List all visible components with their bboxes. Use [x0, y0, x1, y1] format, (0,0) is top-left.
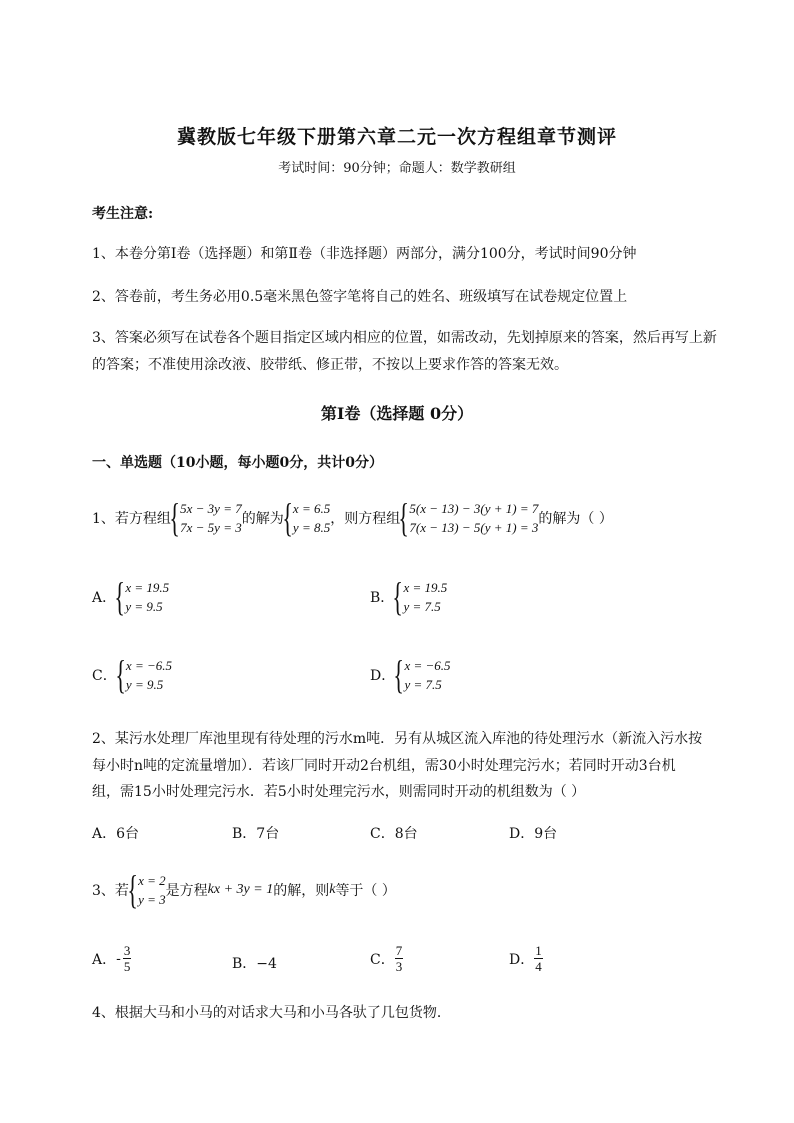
q1-option-d[interactable]	[370, 652, 451, 697]
notice-item-3-line-1: 3、答案必须写在试卷各个题目指定区域内相应的位置，如需改动，先划掉原来的答案，然后再写上新	[92, 330, 717, 346]
q3-mid-2: 的解，则	[273, 883, 330, 899]
q1-option-c[interactable]	[92, 652, 172, 697]
option-line-x: x = 19.5	[125, 580, 170, 595]
q1-mid-2: ，则方程组	[330, 511, 401, 527]
q3-prefix: 3、若	[92, 883, 129, 899]
option-line-x: x = −6.5	[125, 658, 172, 673]
q2-option-c[interactable]: C．8台	[370, 826, 418, 842]
q3-system-y: y = 3	[138, 892, 166, 907]
fraction	[534, 943, 543, 974]
question-1	[92, 495, 613, 540]
q3-option-a[interactable]	[92, 943, 131, 974]
option-label: B．	[370, 590, 395, 606]
q1-solution-y: y = 8.5	[292, 520, 331, 535]
option-line-y: y = 7.5	[403, 599, 441, 614]
question-3	[92, 867, 396, 912]
option-line-y: y = 7.5	[404, 677, 442, 692]
option-line-y: y = 9.5	[125, 599, 163, 614]
q3-system	[127, 867, 166, 912]
option-label: A．	[92, 590, 117, 606]
q2-option-b[interactable]: B．7台	[232, 826, 280, 842]
notice-item-2: 2、答卷前，考生务必用0.5毫米黑色签字笔将自己的姓名、班级填写在试卷规定位置上	[92, 289, 628, 305]
q1-mid-1: 的解为	[241, 511, 284, 527]
brace-icon: {	[393, 652, 405, 697]
q4-text: 4、根据大马和小马的对话求大马和小马各驮了几包货物．	[92, 1005, 451, 1021]
option-label: C．	[92, 668, 117, 684]
document-subtitle: 考试时间：90分钟；命题人：数学教研组	[278, 161, 516, 176]
q1-system-2-eq-1: 5(x − 13) − 3(y + 1) = 7	[409, 501, 539, 516]
q2-option-a[interactable]: A．6台	[92, 826, 140, 842]
option-line-x: x = −6.5	[404, 658, 451, 673]
q3-mid: 是方程	[165, 883, 208, 899]
q1-system-2-eq-2: 7(x − 13) − 5(y + 1) = 3	[409, 520, 539, 535]
brace-icon: {	[392, 574, 404, 619]
denominator: 3	[395, 959, 403, 974]
q2-line-3: 组，需15小时处理完污水．若5小时处理完污水，则需同时开动的机组数为（ ）	[92, 784, 586, 800]
option-label: C．	[370, 951, 395, 968]
numerator: 3	[123, 943, 131, 958]
option-line-y: y = 9.5	[125, 677, 164, 692]
q1-option-a[interactable]	[92, 574, 170, 619]
q3-option-c[interactable]	[370, 943, 403, 974]
section-title: 第I卷（选择题 0分）	[320, 404, 474, 423]
q2-line-1: 2、某污水处理厂库池里现有待处理的污水m吨．另有从城区流入库池的待处理污水（新流入污水按	[92, 731, 703, 747]
notice-item-3-line-2: 的答案；不准使用涂改液、胶带纸、修正带，不按以上要求作答的答案无效。	[92, 357, 568, 373]
denominator: 5	[123, 959, 131, 974]
brace-icon: {	[398, 495, 410, 540]
q3-suffix: 等于（ ）	[335, 883, 396, 899]
q1-system-2	[398, 495, 539, 540]
minus-sign: -	[116, 950, 121, 967]
q3-variable: k	[329, 882, 336, 897]
option-line-x: x = 19.5	[403, 580, 448, 595]
q3-option-d[interactable]	[509, 943, 543, 974]
q2-line-2: 每小时n吨的定流量增加）．若该厂同时开动2台机组，需30小时处理完污水；若同时开动3台机	[92, 758, 676, 774]
q3-option-b[interactable]: B．−4	[232, 956, 277, 972]
q1-system-1-eq-1: 5x − 3y = 7	[180, 501, 242, 516]
brace-icon: {	[115, 652, 126, 697]
q1-solution	[282, 495, 331, 540]
q2-option-d[interactable]: D．9台	[509, 826, 558, 842]
q1-suffix: 的解为（ ）	[538, 511, 613, 527]
numerator: 7	[395, 943, 403, 958]
brace-icon: {	[169, 495, 180, 540]
brace-icon: {	[114, 574, 126, 619]
fraction	[395, 943, 404, 974]
option-label: D．	[509, 951, 535, 968]
brace-icon: {	[127, 867, 138, 912]
notice-heading: 考生注意:	[92, 206, 154, 222]
option-label: D．	[370, 668, 396, 684]
fraction	[123, 943, 132, 974]
q1-system-1-eq-2: 7x − 5y = 3	[180, 520, 242, 535]
numerator: 1	[535, 943, 542, 958]
q1-prefix: 1、若方程组	[92, 511, 171, 527]
q1-solution-x: x = 6.5	[292, 501, 331, 516]
option-label: A．	[92, 951, 117, 968]
brace-icon: {	[282, 495, 293, 540]
denominator: 4	[535, 959, 542, 974]
q3-system-x: x = 2	[138, 873, 166, 888]
part-heading: 一、单选题（10小题，每小题0分，共计0分）	[92, 455, 383, 471]
q1-option-b[interactable]	[370, 574, 448, 619]
document-title: 冀教版七年级下册第六章二元一次方程组章节测评	[176, 126, 617, 148]
q1-system-1	[169, 495, 242, 540]
q3-equation: kx + 3y = 1	[207, 882, 274, 897]
notice-item-1: 1、本卷分第I卷（选择题）和第Ⅱ卷（非选择题）两部分，满分100分，考试时间90分钟	[92, 246, 637, 262]
